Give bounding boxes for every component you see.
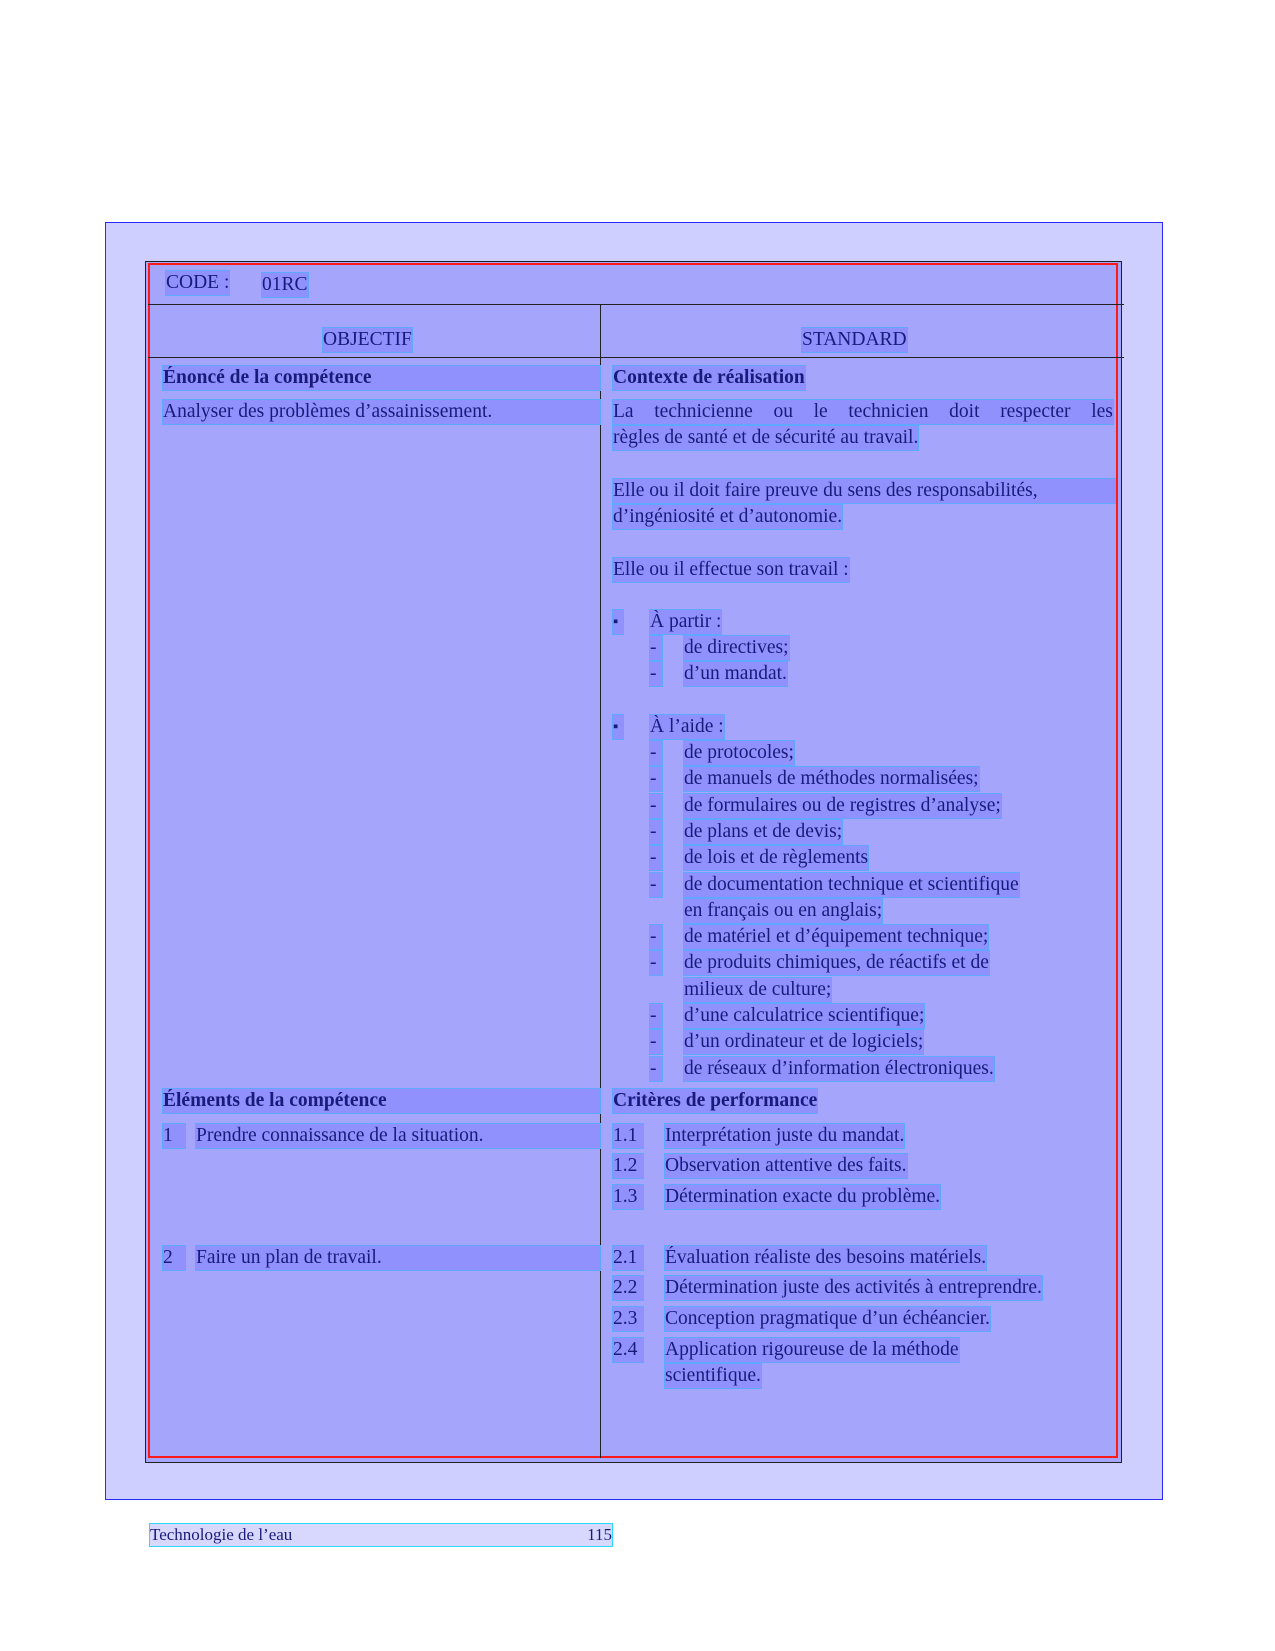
page-footer	[150, 1524, 612, 1546]
dash: -	[650, 767, 662, 791]
dash: -	[650, 873, 662, 897]
dash: -	[650, 820, 662, 844]
rule-top-left	[148, 304, 548, 305]
contexte-p1-line2: règles de santé et de sécurité au travail.	[613, 427, 919, 448]
a-laide-label: À l’aide :	[650, 716, 724, 737]
dash: -	[650, 1030, 662, 1054]
code-value: 01RC	[262, 274, 308, 295]
word: ou	[773, 401, 793, 422]
dash: -	[650, 846, 662, 870]
a-laide-item: de produits chimiques, de réactifs et de	[684, 952, 989, 973]
enonce-title: Énoncé de la compétence	[163, 366, 600, 390]
header-objectif: OBJECTIF	[323, 329, 412, 350]
dash: -	[650, 1057, 662, 1081]
bullet-square: ▪	[613, 715, 623, 739]
a-partir-item: de directives;	[684, 637, 789, 658]
contexte-p2-line1: Elle ou il doit faire preuve du sens des responsabilités,	[613, 479, 1115, 503]
element-num: 1	[163, 1124, 185, 1148]
critere-num: 1.3	[613, 1185, 643, 1209]
a-laide-item: de lois et de règlements	[684, 847, 869, 868]
element-text: Faire un plan de travail.	[196, 1246, 600, 1270]
critere-num: 1.1	[613, 1124, 643, 1148]
a-laide-item: de documentation technique et scientifique	[684, 874, 1019, 895]
word: le	[813, 401, 828, 422]
word: doit	[949, 401, 980, 422]
a-laide-item: de manuels de méthodes normalisées;	[684, 768, 979, 789]
dash: -	[650, 636, 662, 660]
critere-text-cont: scientifique.	[665, 1365, 761, 1386]
dash: -	[650, 741, 662, 765]
a-partir-label: À partir :	[650, 611, 722, 632]
critere-num: 2.4	[613, 1338, 643, 1362]
a-laide-item: de formulaires ou de registres d’analyse;	[684, 795, 1001, 816]
page-number: 115	[587, 1525, 612, 1544]
a-laide-item-cont: en français ou en anglais;	[684, 900, 883, 921]
a-laide-item: de réseaux d’information électroniques.	[684, 1058, 994, 1079]
rule-top-right	[548, 304, 1124, 305]
critere-text: Observation attentive des faits.	[665, 1155, 907, 1176]
a-laide-item: d’une calculatrice scientifique;	[684, 1005, 925, 1026]
contexte-p2-line2: d’ingéniosité et d’autonomie.	[613, 506, 843, 527]
rule-header-bottom	[148, 357, 1124, 358]
critere-text: Application rigoureuse de la méthode	[665, 1339, 959, 1360]
critere-text: Conception pragmatique d’un échéancier.	[665, 1308, 990, 1329]
critere-text: Interprétation juste du mandat.	[665, 1125, 905, 1146]
criteres-title: Critères de performance	[613, 1090, 818, 1111]
a-laide-item: de plans et de devis;	[684, 821, 843, 842]
critere-text: Détermination juste des activités à entreprendre.	[665, 1277, 1042, 1298]
a-laide-item: d’un ordinateur et de logiciels;	[684, 1031, 924, 1052]
word: respecter	[1000, 401, 1071, 422]
critere-num: 2.1	[613, 1246, 643, 1270]
contexte-title: Contexte de réalisation	[613, 367, 805, 388]
code-label: CODE :	[166, 272, 230, 293]
dash: -	[650, 1004, 662, 1028]
contexte-p1-line1	[613, 400, 1113, 424]
element-num: 2	[163, 1246, 185, 1270]
enonce-text: Analyser des problèmes d’assainissement.	[163, 400, 600, 424]
critere-text: Évaluation réaliste des besoins matériels.	[665, 1247, 987, 1268]
dash: -	[650, 925, 662, 949]
critere-num: 1.2	[613, 1154, 643, 1178]
a-partir-item: d’un mandat.	[684, 663, 787, 684]
dash: -	[650, 951, 662, 975]
dash: -	[650, 794, 662, 818]
critere-num: 2.3	[613, 1307, 643, 1331]
word: La	[613, 401, 634, 422]
column-divider	[600, 305, 601, 1458]
a-laide-item: de matériel et d’équipement technique;	[684, 926, 989, 947]
a-laide-item: de protocoles;	[684, 742, 794, 763]
element-text: Prendre connaissance de la situation.	[196, 1124, 600, 1148]
critere-text: Détermination exacte du problème.	[665, 1186, 941, 1207]
bullet-square: ▪	[613, 610, 623, 634]
word: technicien	[848, 401, 929, 422]
critere-num: 2.2	[613, 1276, 643, 1300]
word: technicienne	[654, 401, 753, 422]
header-standard: STANDARD	[802, 329, 907, 350]
a-laide-item-cont: milieux de culture;	[684, 979, 832, 1000]
footer-title: Technologie de l’eau	[150, 1525, 293, 1544]
contexte-p3: Elle ou il effectue son travail :	[613, 559, 849, 580]
elements-title: Éléments de la compétence	[163, 1089, 600, 1113]
word: les	[1091, 401, 1113, 422]
dash: -	[650, 662, 662, 686]
